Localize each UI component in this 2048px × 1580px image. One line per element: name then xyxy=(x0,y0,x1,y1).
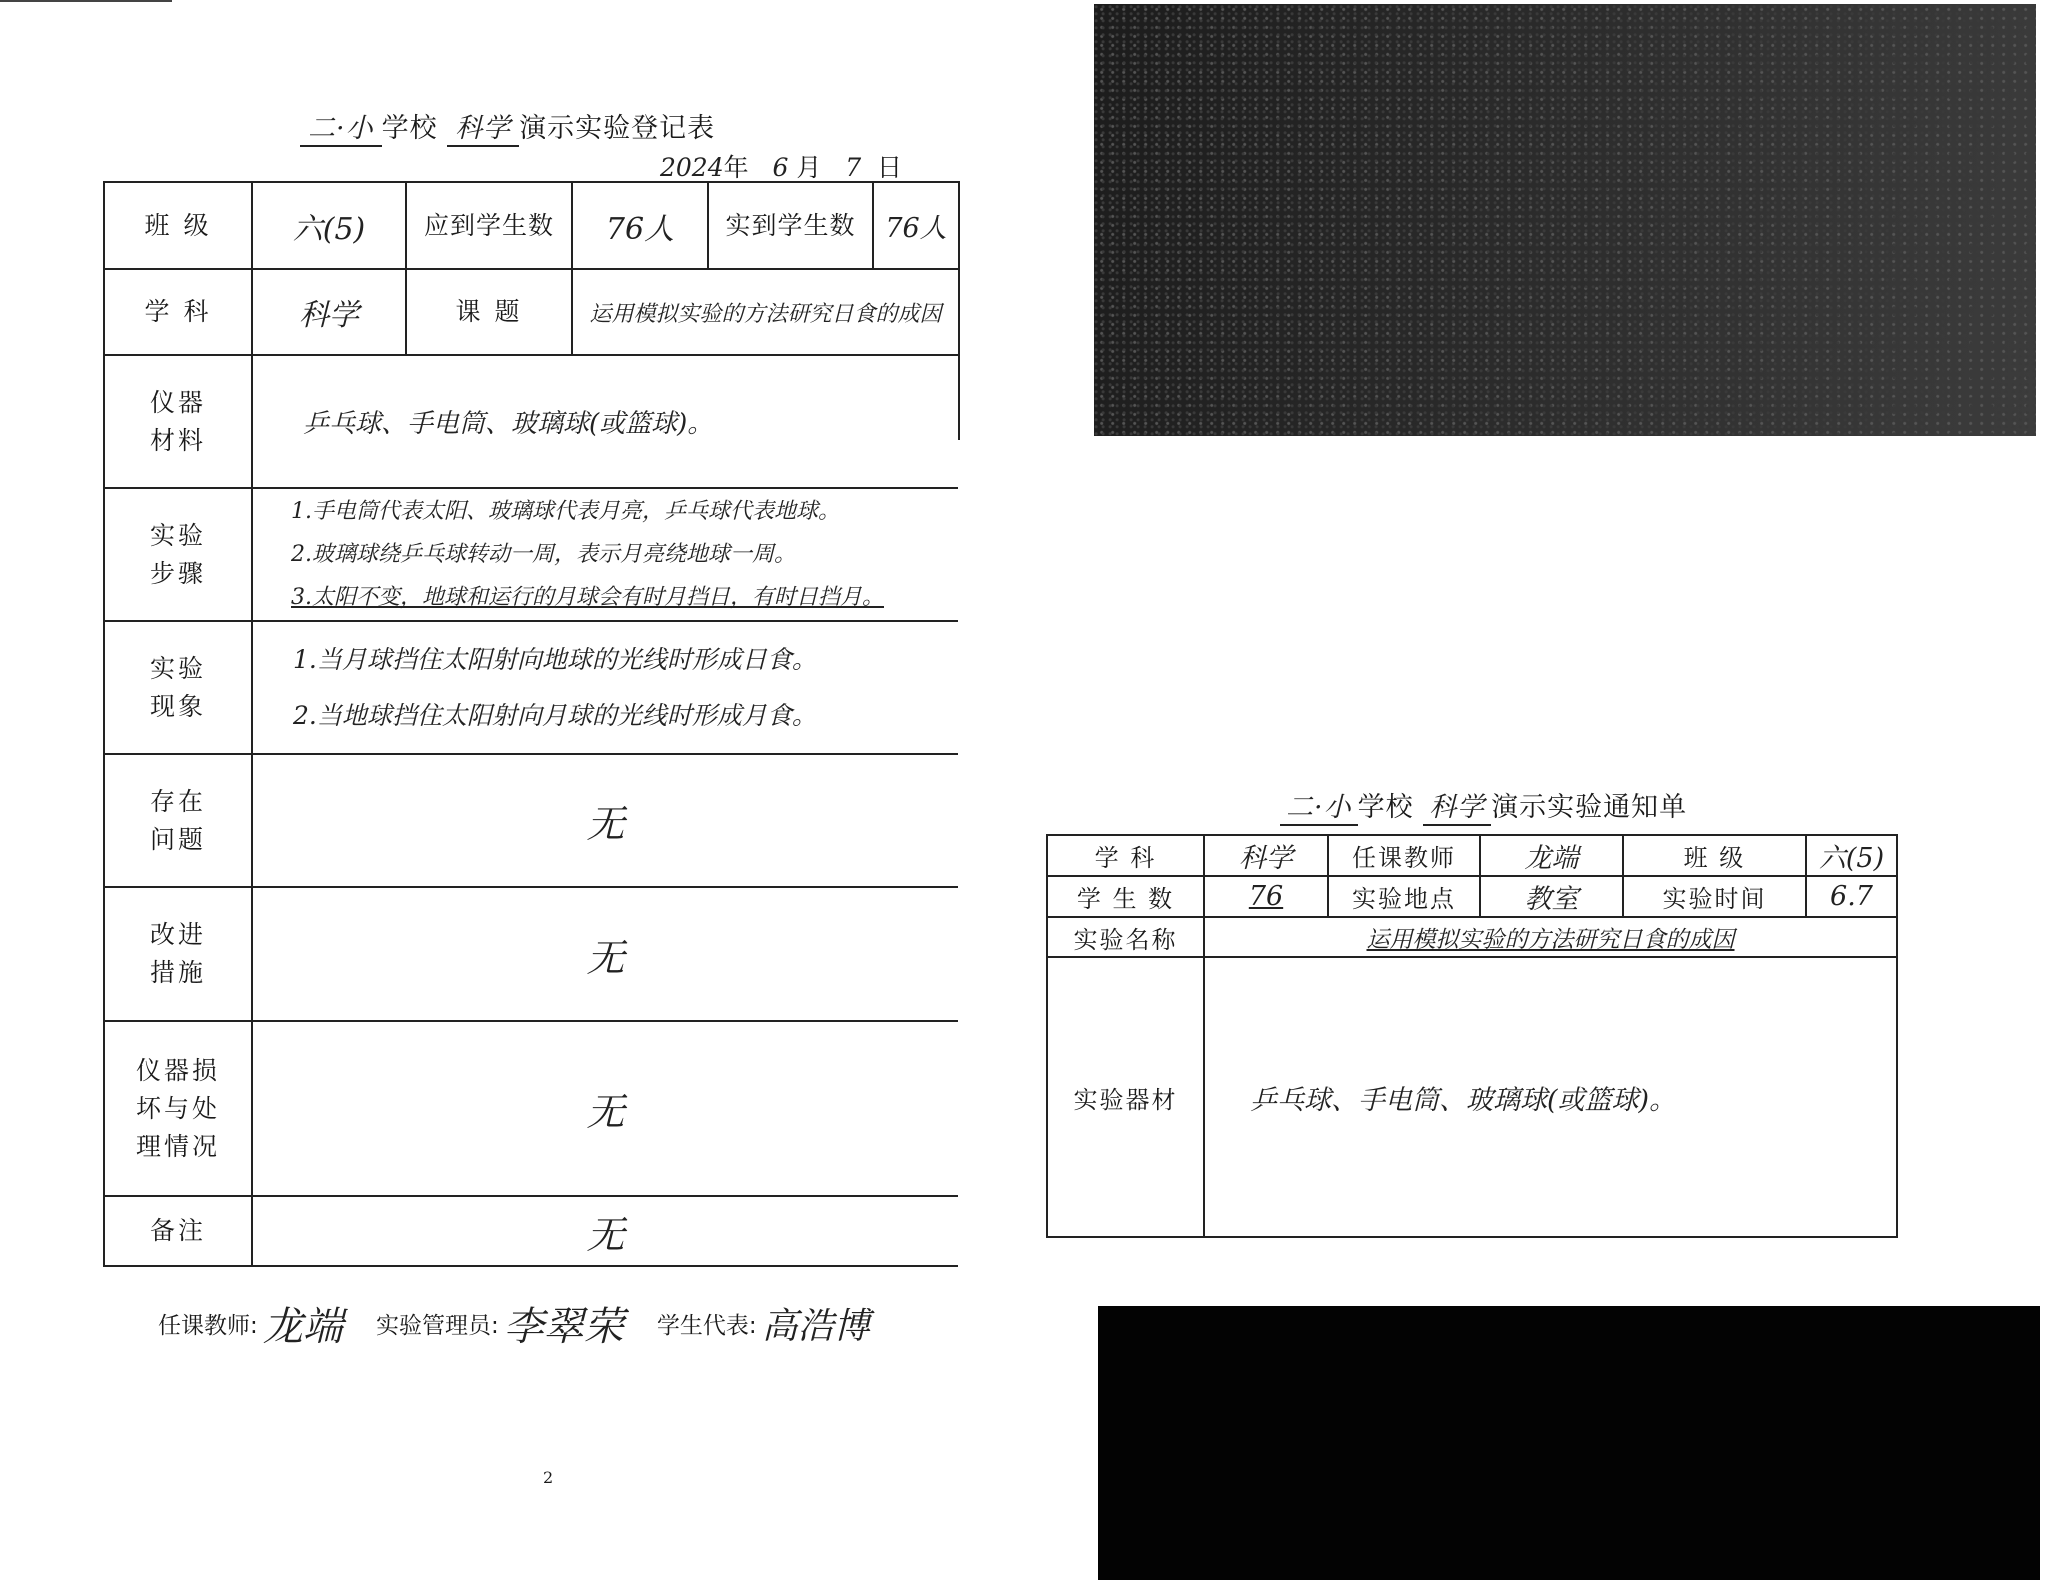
label-improvements xyxy=(104,887,252,1021)
notice-school-suffix: 学校 xyxy=(1357,792,1414,823)
value-problems: 无 xyxy=(252,754,959,887)
dark-textured-background xyxy=(1094,4,2036,436)
notice-label-time: 实验时间 xyxy=(1623,876,1806,917)
row-phenomena xyxy=(104,621,959,754)
notice-value-equipment: 乒乓球、手电筒、玻璃球(或篮球)。 xyxy=(1204,957,1897,1237)
notice-subject-fill: 科学 xyxy=(1423,785,1491,826)
date-year: 2024 xyxy=(660,153,724,182)
label-improvements-line2: 措施 xyxy=(149,958,206,987)
phenomenon-item: 2.当地球挡住太阳射向月球的光线时形成月食。 xyxy=(293,700,817,730)
value-phenomena xyxy=(252,621,959,754)
step-item: 1.手电筒代表太阳、玻璃球代表月亮，乒乓球代表地球。 xyxy=(291,499,840,524)
row-remarks xyxy=(104,1196,959,1266)
label-damage xyxy=(104,1021,252,1196)
label-materials xyxy=(104,355,252,488)
notice-value-student-count: 76 xyxy=(1204,876,1328,917)
notice-label-subject: 学 科 xyxy=(1047,835,1204,876)
notice-form-name: 演示实验通知单 xyxy=(1491,792,1688,823)
page-number: 2 xyxy=(543,1468,554,1487)
label-improvements-line1: 改进 xyxy=(149,920,206,949)
teacher-signature: 龙端 xyxy=(262,1304,343,1350)
date-day-unit: 日 xyxy=(877,153,903,182)
label-problems-line1: 存在 xyxy=(149,786,206,816)
notice-label-class: 班 级 xyxy=(1623,835,1806,876)
notice-value-class: 六(5) xyxy=(1806,835,1897,876)
date-month-unit: 月 xyxy=(796,153,822,182)
date-day: 7 xyxy=(845,153,862,182)
phenomenon-item: 1.当月球挡住太阳射向地球的光线时形成日食。 xyxy=(293,644,817,674)
notice-label-location: 实验地点 xyxy=(1328,876,1480,917)
student-label: 学生代表: xyxy=(656,1313,757,1339)
notice-table xyxy=(1046,834,1898,1238)
label-steps xyxy=(104,488,252,621)
register-subject-fill: 科学 xyxy=(447,106,519,147)
row-damage xyxy=(104,1021,959,1196)
label-actual-students: 实到学生数 xyxy=(708,182,873,269)
notice-row-3 xyxy=(1047,917,1897,957)
register-school-name: 二·小 xyxy=(300,106,382,147)
signature-row xyxy=(158,1295,898,1352)
label-phenomena-line2: 现象 xyxy=(149,691,206,721)
row-subject xyxy=(104,269,959,355)
notice-value-time: 6.7 xyxy=(1806,876,1897,917)
notice-value-name: 运用模拟实验的方法研究日食的成因 xyxy=(1204,917,1897,957)
label-steps-line2: 步骤 xyxy=(149,558,206,588)
label-damage-line1: 仪器损 xyxy=(135,1055,220,1085)
value-improvements: 无 xyxy=(252,887,959,1021)
register-school-suffix: 学校 xyxy=(381,113,438,144)
row-steps xyxy=(104,488,959,621)
row-improvements xyxy=(104,887,959,1021)
notice-value-location: 教室 xyxy=(1480,876,1623,917)
value-remarks: 无 xyxy=(252,1196,959,1266)
notice-value-subject: 科学 xyxy=(1204,835,1328,876)
date-year-unit: 年 xyxy=(723,153,749,182)
value-materials: 乒乓球、手电筒、玻璃球(或篮球)。 xyxy=(252,355,959,488)
label-phenomena xyxy=(104,621,252,754)
student-signature: 高浩博 xyxy=(761,1306,870,1347)
value-actual-students: 76人 xyxy=(873,182,959,269)
label-steps-line1: 实验 xyxy=(149,520,206,550)
scan-edge-mark xyxy=(0,0,172,2)
register-title xyxy=(300,106,820,147)
label-expected-students: 应到学生数 xyxy=(406,182,572,269)
register-date xyxy=(660,148,902,184)
value-subject: 科学 xyxy=(252,269,406,355)
label-damage-line3: 理情况 xyxy=(135,1131,220,1161)
value-steps xyxy=(252,488,959,621)
value-topic: 运用模拟实验的方法研究日食的成因 xyxy=(572,269,959,355)
register-table xyxy=(103,181,960,1267)
value-expected-students: 76人 xyxy=(572,182,708,269)
label-problems-line2: 问题 xyxy=(149,824,206,854)
label-remarks: 备注 xyxy=(104,1196,252,1266)
notice-row-1 xyxy=(1047,835,1897,876)
notice-label-equipment: 实验器材 xyxy=(1047,957,1204,1237)
value-class: 六(5) xyxy=(252,182,406,269)
notice-title xyxy=(1280,785,1687,826)
teacher-label: 任课教师: xyxy=(158,1313,258,1339)
label-subject: 学 科 xyxy=(104,269,252,355)
admin-label: 实验管理员: xyxy=(375,1313,499,1339)
label-class: 班 级 xyxy=(104,182,252,269)
notice-label-student-count: 学 生 数 xyxy=(1047,876,1204,917)
label-materials-line1: 仪器 xyxy=(149,387,206,417)
notice-label-name: 实验名称 xyxy=(1047,917,1204,957)
notice-label-teacher: 任课教师 xyxy=(1328,835,1480,876)
notice-row-2 xyxy=(1047,876,1897,917)
date-month: 6 xyxy=(772,153,789,182)
notice-row-4 xyxy=(1047,957,1897,1237)
notice-school-name: 二·小 xyxy=(1280,785,1358,826)
register-form-name: 演示实验登记表 xyxy=(519,113,716,144)
label-materials-line2: 材料 xyxy=(149,425,206,455)
step-item: 2.玻璃球绕乒乓球转动一周，表示月亮绕地球一周。 xyxy=(291,542,796,567)
step-item: 3.太阳不变，地球和运行的月球会有时月挡日，有时日挡月。 xyxy=(291,585,884,610)
row-problems xyxy=(104,754,959,887)
admin-signature: 李翠荣 xyxy=(503,1304,624,1350)
dark-background-bottom xyxy=(1098,1306,2040,1580)
label-damage-line2: 坏与处 xyxy=(135,1093,220,1123)
notice-value-teacher: 龙端 xyxy=(1480,835,1623,876)
label-topic: 课 题 xyxy=(406,269,572,355)
label-problems xyxy=(104,754,252,887)
label-phenomena-line1: 实验 xyxy=(149,653,206,683)
value-damage: 无 xyxy=(252,1021,959,1196)
row-class xyxy=(104,182,959,269)
row-materials xyxy=(104,355,959,488)
